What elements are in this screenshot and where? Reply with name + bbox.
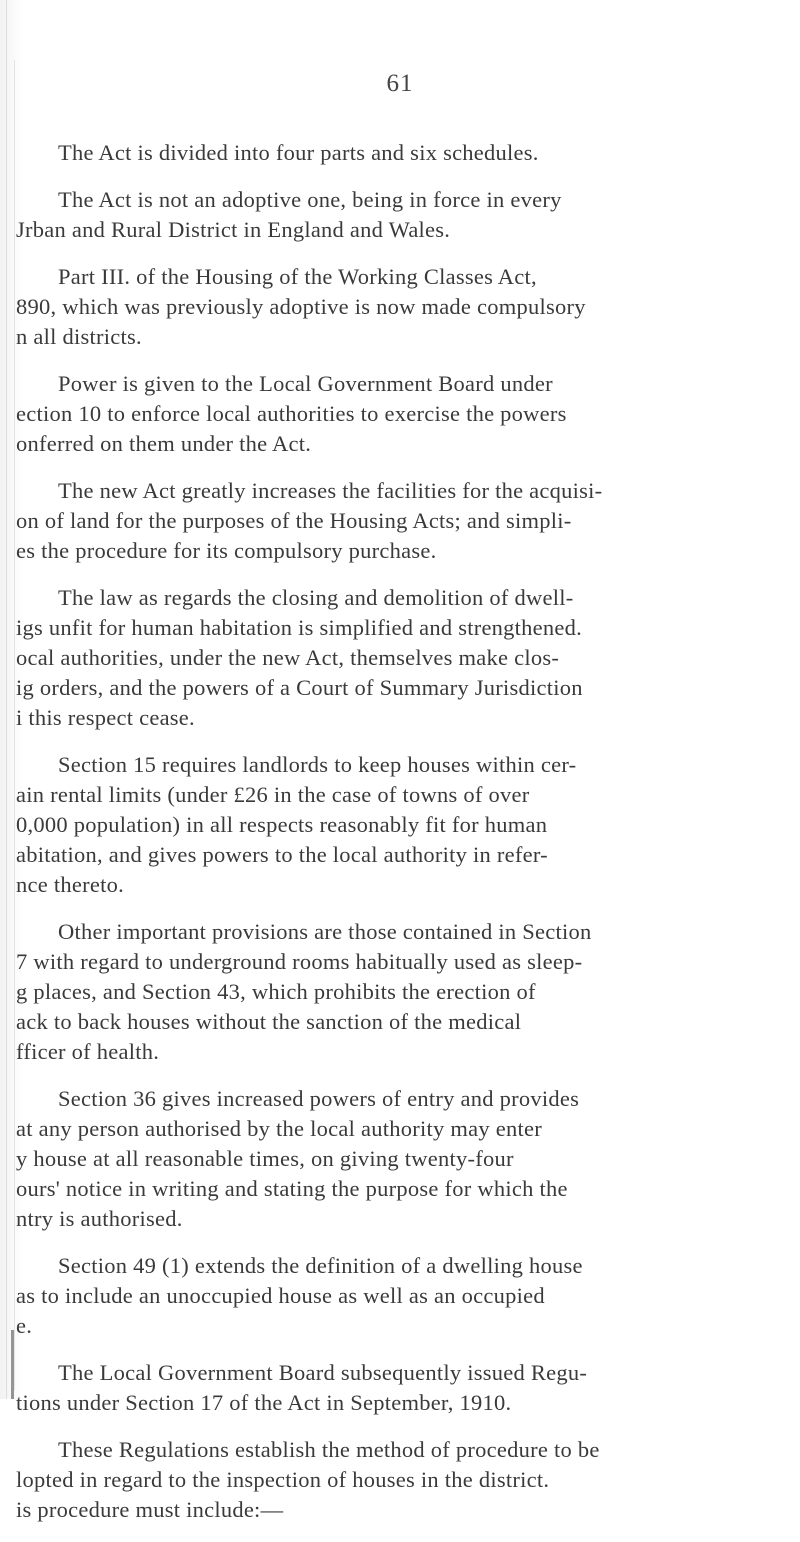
paragraph-line: lopted in regard to the inspection of houses in the district. [16,1467,550,1492]
paragraph-line: igs unfit for human habitation is simplified and strengthened. [16,615,583,640]
paragraph-line: is procedure must include:— [16,1497,284,1522]
paragraph-line: fficer of health. [16,1039,160,1064]
paragraph-first-line: The law as regards the closing and demolition of dwell- [58,585,574,610]
paragraph-line: on of land for the purposes of the Housing Acts; and simpli- [16,508,572,533]
paragraph-line: at any person authorised by the local authority may enter [16,1116,542,1141]
paragraph-line: 890, which was previously adoptive is now made compulsory [16,294,586,319]
paragraph-first-line: Section 15 requires landlords to keep houses within cer- [58,752,577,777]
paragraph-line: ain rental limits (under £26 in the case of towns of over [16,782,530,807]
paragraph [16,750,786,900]
paragraph-first-line: The new Act greatly increases the facilities for the acquisi- [58,478,603,503]
paragraph-line: ocal authorities, under the new Act, themselves make clos- [16,645,560,670]
paragraph [16,185,786,245]
paragraph-first-line: Part III. of the Housing of the Working Classes Act, [58,264,537,289]
paragraph [16,1084,786,1234]
paragraph-first-line: The Act is not an adoptive one, being in force in every [58,187,562,212]
paragraph-first-line: Section 36 gives increased powers of entry and provides [58,1086,580,1111]
scan-edge-line [14,60,15,1390]
paragraph-line: 7 with regard to underground rooms habitually used as sleep- [16,949,583,974]
paragraph-line: onferred on them under the Act. [16,431,312,456]
paragraph-first-line: The Act is divided into four parts and six schedules. [58,140,539,165]
paragraph [16,262,786,352]
paragraph-line: as to include an unoccupied house as well as an occupied [16,1283,545,1308]
paragraph-line: ack to back houses without the sanction of the medical [16,1009,522,1034]
paragraph-line: e. [16,1313,33,1338]
paragraph-line: n all districts. [16,324,142,349]
page-number: 61 [386,70,414,97]
paragraph-line: Jrban and Rural District in England and Wales. [16,217,451,242]
paragraph [16,917,786,1067]
paragraph [16,1435,786,1525]
paragraph-first-line: Other important provisions are those contained in Section [58,919,592,944]
paragraph-line: es the procedure for its compulsory purchase. [16,538,437,563]
paragraph [16,369,786,459]
paragraph-line: ntry is authorised. [16,1206,183,1231]
paragraph-first-line: Power is given to the Local Government Board under [58,371,553,396]
scan-edge-line [6,0,7,1399]
scan-edge-mark [11,1330,14,1399]
paragraph-line: ig orders, and the powers of a Court of Summary Jurisdiction [16,675,583,700]
paragraph [16,1251,786,1341]
paragraph-line: tions under Section 17 of the Act in September, 1910. [16,1390,512,1415]
paragraph-line: g places, and Section 43, which prohibits the erection of [16,979,536,1004]
paragraph [16,1358,786,1418]
paragraph [16,476,786,566]
paragraph-line: ours' notice in writing and stating the purpose for which the [16,1176,568,1201]
paragraph [16,583,786,733]
body-text [16,138,786,1542]
paragraph-line: nce thereto. [16,872,124,897]
paragraph-line: y house at all reasonable times, on giving twenty-four [16,1146,514,1171]
paragraph-line: abitation, and gives powers to the local authority in refer- [16,842,548,867]
paragraph-line: 0,000 population) in all respects reasonably fit for human [16,812,548,837]
paragraph-first-line: Section 49 (1) extends the definition of a dwelling house [58,1253,583,1278]
paragraph-line: i this respect cease. [16,705,195,730]
paragraph-first-line: These Regulations establish the method of procedure to be [58,1437,600,1462]
paragraph-first-line: The Local Government Board subsequently issued Regu- [58,1360,588,1385]
paragraph-line: ection 10 to enforce local authorities to exercise the powers [16,401,567,426]
paragraph [16,138,786,168]
